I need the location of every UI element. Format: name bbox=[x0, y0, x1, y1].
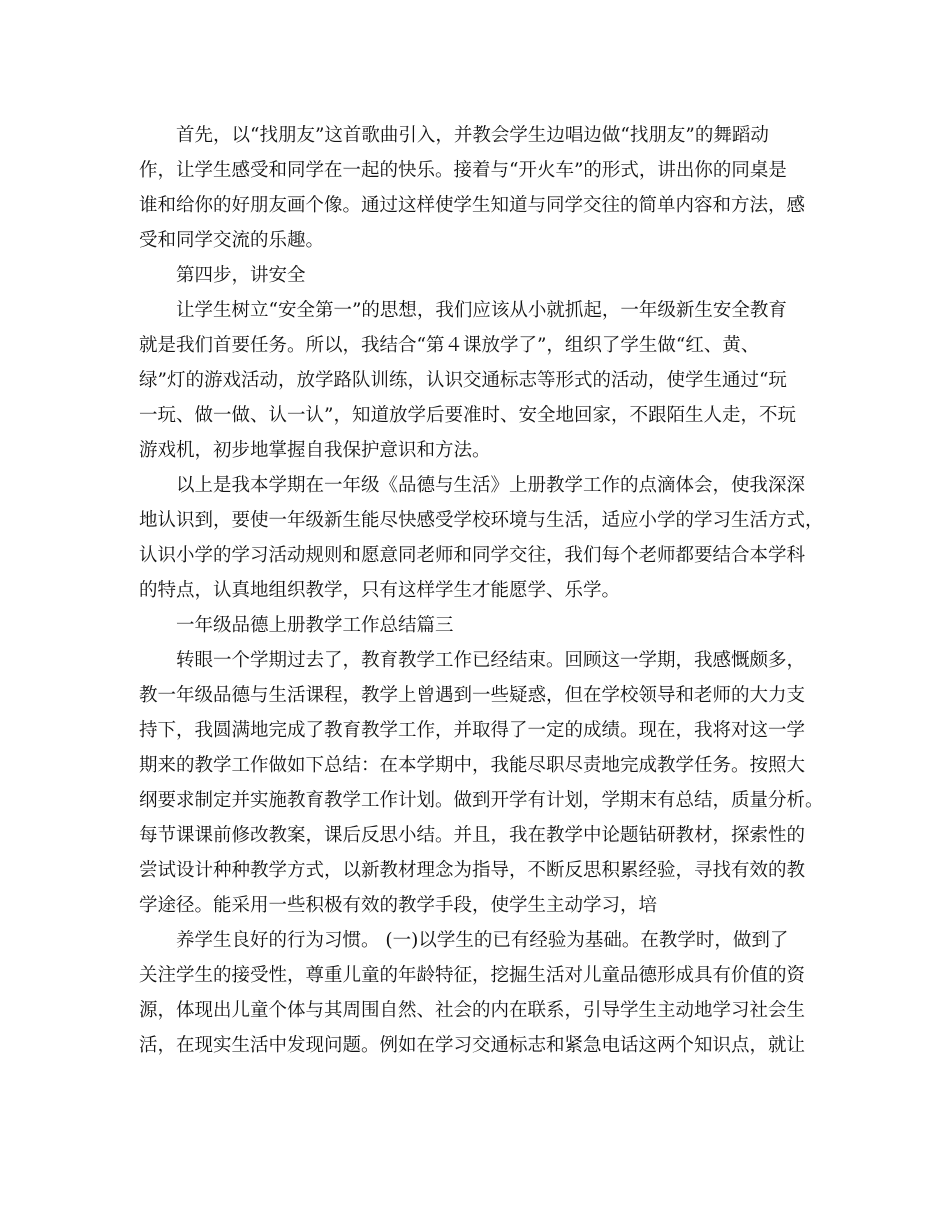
paragraph-line: 持下，我圆满地完成了教育教学工作，并取得了一定的成绩。现在，我将对这一学 bbox=[139, 720, 806, 741]
paragraph-line: 让学生树立“安全第一”的思想，我们应该从小就抓起，一年级新生安全教育 bbox=[176, 300, 787, 321]
paragraph-line: 尝试设计种种教学方式，以新教材理念为指导，不断反思积累经验，寻找有效的教 bbox=[139, 860, 806, 881]
paragraph-line: 作，让学生感受和同学在一起的快乐。接着与“开火车”的形式，讲出你的同桌是 bbox=[139, 160, 787, 181]
section-heading: 第四步，讲安全 bbox=[176, 265, 306, 286]
paragraph-line: 一玩、做一做、认一认”，知道放学后要准时、安全地回家，不跟陌生人走，不玩 bbox=[139, 405, 796, 426]
paragraph-line: 源，体现出儿童个体与其周围自然、社会的内在联系，引导学生主动地学习社会生 bbox=[139, 1000, 806, 1021]
paragraph-line: 首先，以“找朋友”这首歌曲引入，并教会学生边唱边做“找朋友”的舞蹈动 bbox=[176, 125, 769, 146]
paragraph-line: 每节课课前修改教案，课后反思小结。并且，我在教学中论题钻研教材，探索性的 bbox=[139, 825, 806, 846]
paragraph-line: 就是我们首要任务。所以，我结合“第４课放学了”，组织了学生做“红、黄、 bbox=[139, 335, 760, 356]
paragraph-line: 游戏机，初步地掌握自我保护意识和方法。 bbox=[139, 440, 491, 461]
paragraph-line: 关注学生的接受性，尊重儿童的年龄特征，挖掘生活对儿童品德形成具有价值的资 bbox=[139, 965, 806, 986]
paragraph-line: 谁和给你的好朋友画个像。通过这样使学生知道与同学交往的简单内容和方法，感 bbox=[139, 195, 806, 216]
paragraph-line: 纲要求制定并实施教育教学工作计划。做到开学有计划，学期末有总结，质量分析。 bbox=[139, 790, 824, 811]
paragraph-line: 活，在现实生活中发现问题。例如在学习交通标志和紧急电话这两个知识点，就让 bbox=[139, 1035, 806, 1056]
paragraph-line: 绿”灯的游戏活动，放学路队训练，认识交通标志等形式的活动，使学生通过“玩 bbox=[139, 370, 787, 391]
paragraph-line: 以上是我本学期在一年级《品德与生活》上册教学工作的点滴体会，使我深深 bbox=[176, 475, 806, 496]
paragraph-line: 认识小学的学习活动规则和愿意同老师和同学交往，我们每个老师都要结合本学科 bbox=[139, 545, 806, 566]
paragraph-line: 的特点，认真地组织教学，只有这样学生才能愿学、乐学。 bbox=[139, 580, 621, 601]
paragraph-line: 期来的教学工作做如下总结：在本学期中，我能尽职尽责地完成教学任务。按照大 bbox=[139, 755, 806, 776]
paragraph-line: 养学生良好的行为习惯。 (一)以学生的已有经验为基础。在教学时，做到了 bbox=[176, 930, 789, 951]
paragraph-line: 教一年级品德与生活课程，教学上曾遇到一些疑惑，但在学校领导和老师的大力支 bbox=[139, 685, 806, 706]
paragraph-line: 地认识到，要使一年级新生能尽快感受学校环境与生活，适应小学的学习生活方式， bbox=[139, 510, 824, 531]
paragraph-line: 学途径。能采用一些积极有效的教学手段，使学生主动学习，培 bbox=[139, 895, 658, 916]
paragraph-line: 受和同学交流的乐趣。 bbox=[139, 230, 325, 251]
section-heading: 一年级品德上册教学工作总结篇三 bbox=[176, 615, 454, 636]
paragraph-line: 转眼一个学期过去了，教育教学工作已经结束。回顾这一学期，我感慨颇多， bbox=[176, 650, 806, 671]
document-body bbox=[139, 118, 829, 1063]
